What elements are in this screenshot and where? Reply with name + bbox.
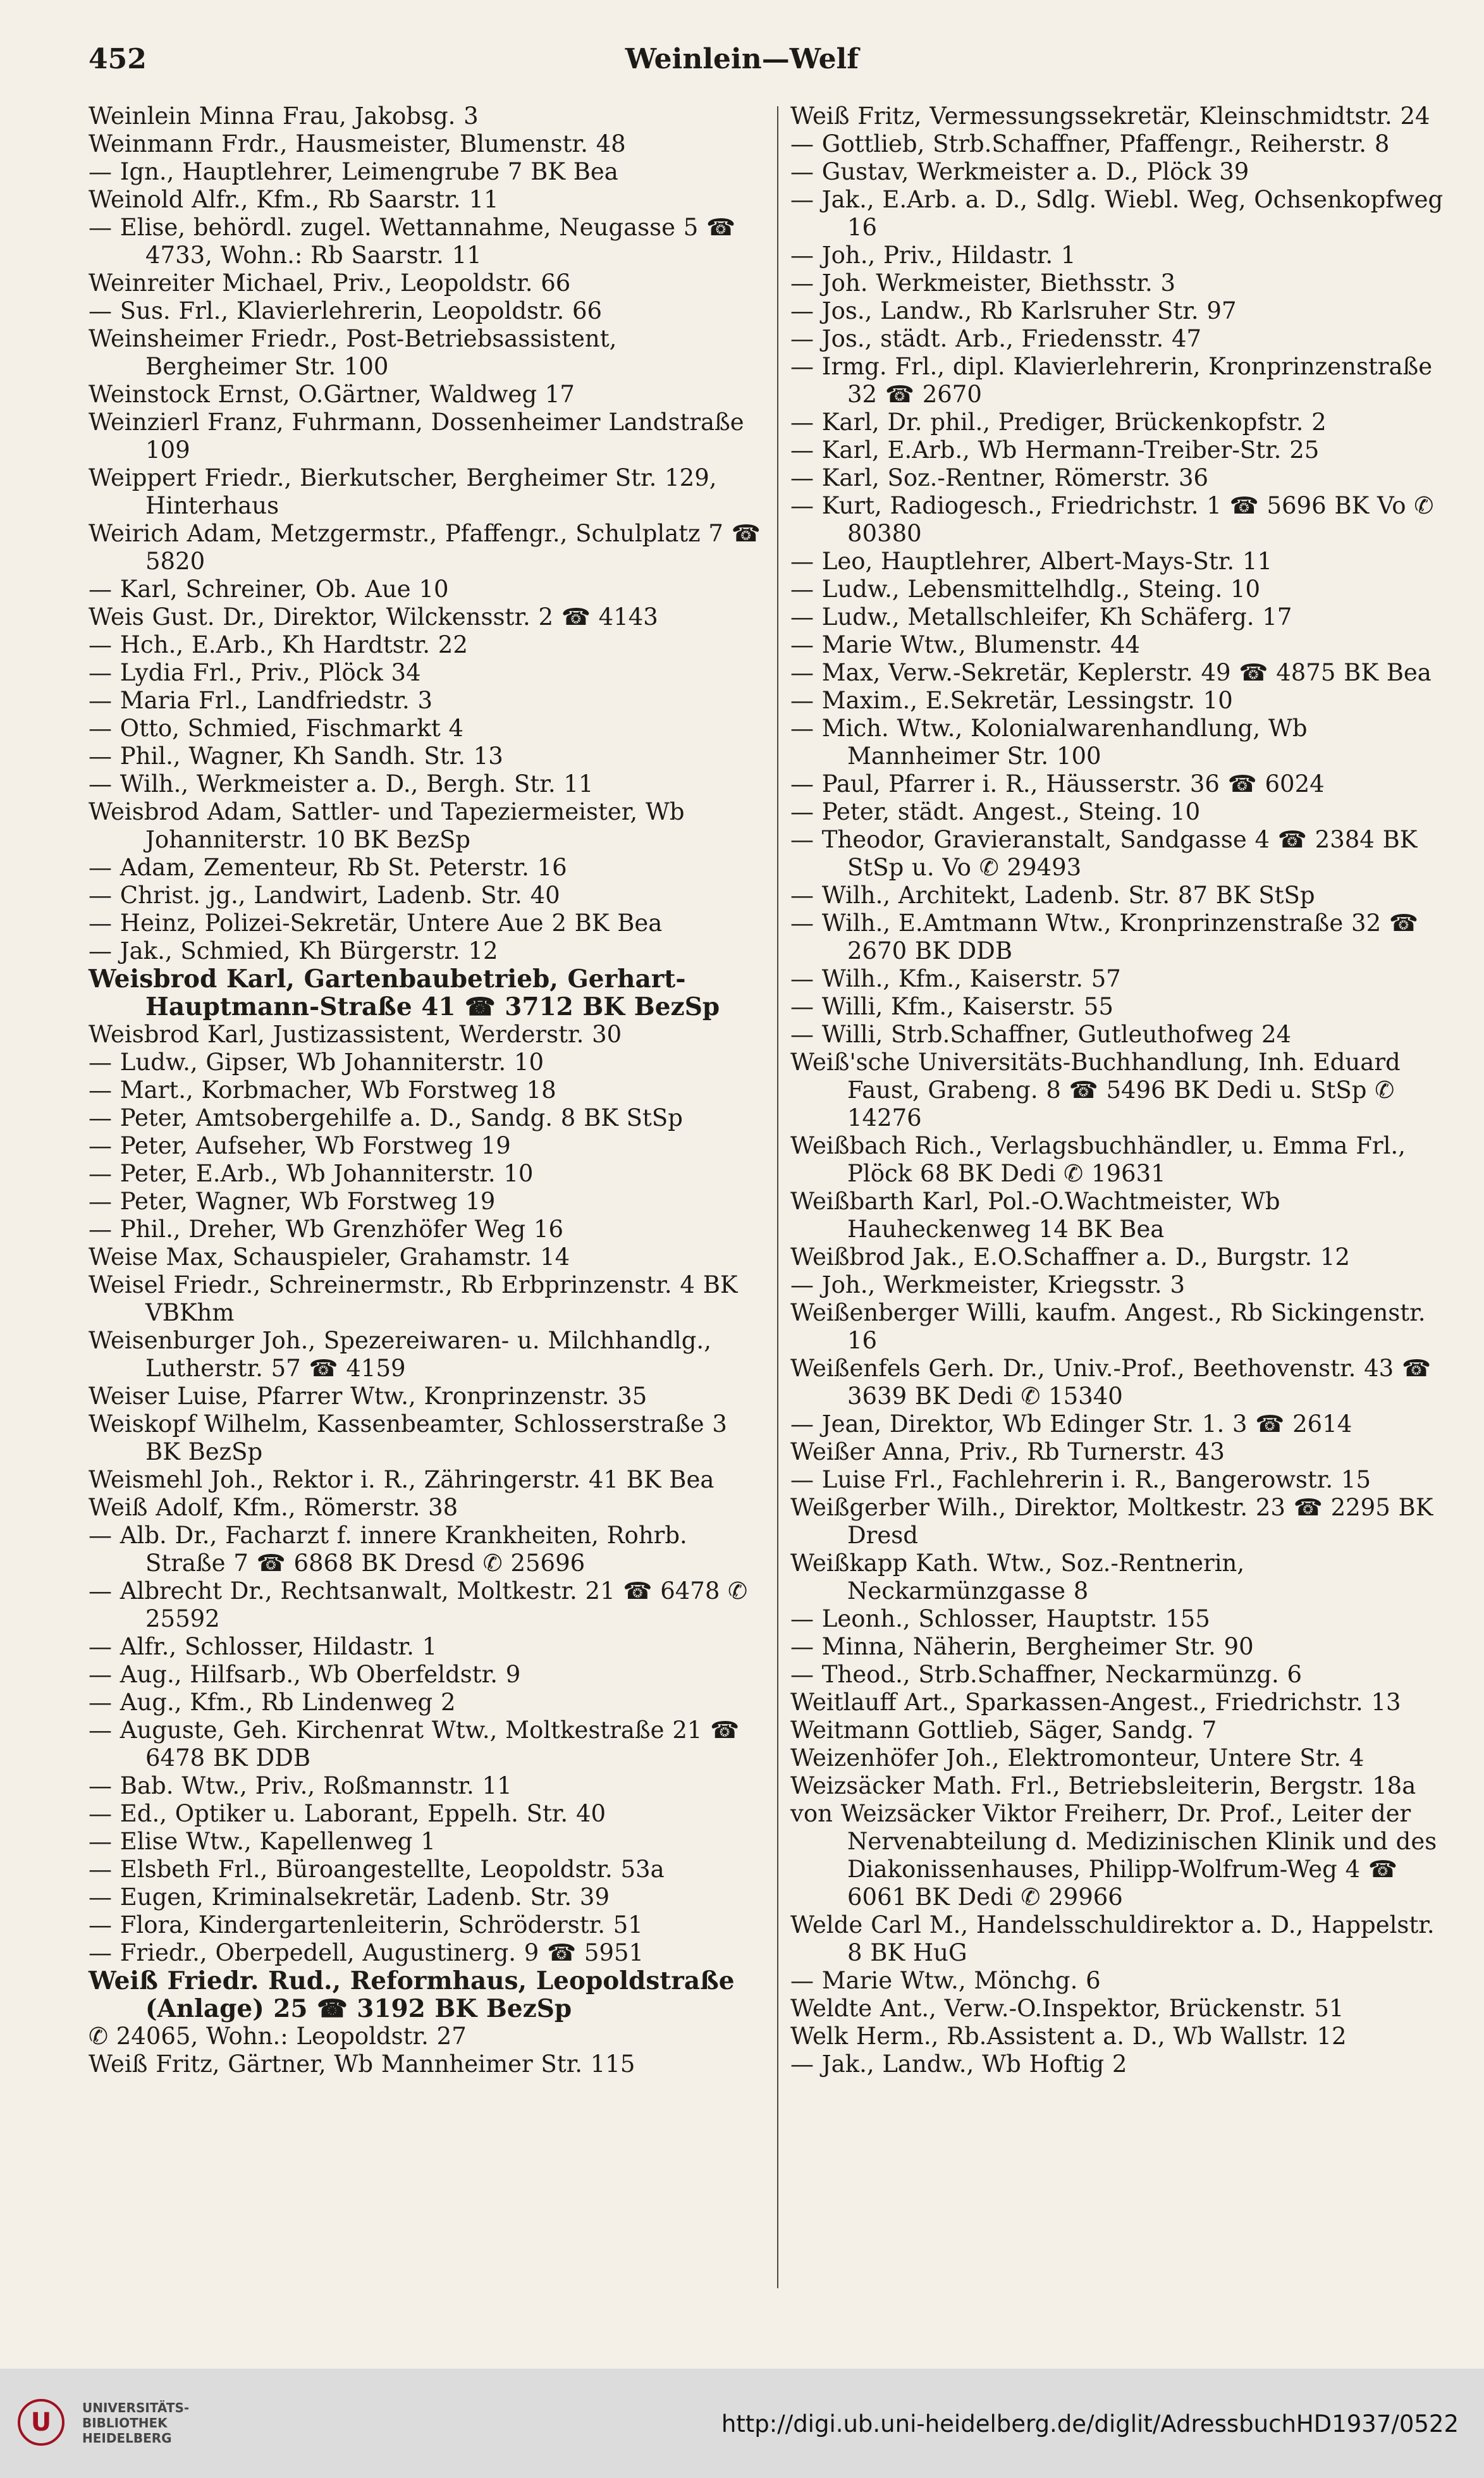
directory-entry: Weisbrod Karl, Justizassistent, Werderstr. 30 [89, 1021, 622, 1048]
directory-entry: — Gottlieb, Strb.Schaffner, Pfaffengr., Reiherstr. 8 [790, 130, 1390, 157]
directory-entry: Weißbrod Jak., E.O.Schaffner a. D., Burgstr. 12 [790, 1243, 1350, 1271]
running-head: Weinlein—Welf [625, 43, 859, 75]
directory-entry: — Marie Wtw., Mönchg. 6 [790, 1967, 1101, 1994]
directory-entry: Weiß Fritz, Vermessungssekretär, Kleinschmidtstr. 24 [790, 102, 1430, 130]
directory-entry: — Hch., E.Arb., Kh Hardtstr. 22 [89, 631, 468, 658]
column-divider [777, 106, 778, 2288]
directory-entry: — Leonh., Schlosser, Hauptstr. 155 [790, 1605, 1210, 1632]
directory-entry: — Peter, Aufseher, Wb Forstweg 19 [89, 1132, 511, 1159]
directory-entry: — Elise, behördl. zugel. Wettannahme, Neugasse 5 ☎ 4733, Wohn.: Rb Saarstr. 11 [89, 214, 736, 269]
directory-entry: — Maria Frl., Landfriedstr. 3 [89, 687, 433, 714]
directory-entry: Weirich Adam, Metzgermstr., Pfaffengr., Schulplatz 7 ☎ 5820 [89, 520, 761, 575]
directory-entry: — Wilh., Kfm., Kaiserstr. 57 [790, 965, 1121, 992]
directory-entry: Weiß Friedr. Rud., Reformhaus, Leopoldstraße (Anlage) 25 ☎ 3192 BK BezSp [89, 1966, 735, 2023]
directory-entry: Weißkapp Kath. Wtw., Soz.-Rentnerin, Neckarmünzgasse 8 [790, 1550, 1245, 1605]
directory-entry: — Jos., Landw., Rb Karlsruher Str. 97 [790, 297, 1237, 324]
directory-entry: — Maxim., E.Sekretär, Lessingstr. 10 [790, 687, 1233, 714]
directory-entry: — Aug., Kfm., Rb Lindenweg 2 [89, 1689, 456, 1716]
directory-entry: Weiser Luise, Pfarrer Wtw., Kronprinzenstr. 35 [89, 1383, 647, 1410]
directory-entry: — Elise Wtw., Kapellenweg 1 [89, 1828, 436, 1855]
directory-entry: — Otto, Schmied, Fischmarkt 4 [89, 715, 464, 742]
directory-entry: — Peter, E.Arb., Wb Johanniterstr. 10 [89, 1160, 534, 1187]
directory-entry: — Alfr., Schlosser, Hildastr. 1 [89, 1633, 438, 1660]
directory-entry: Weisenburger Joh., Spezereiwaren- u. Milchhandlg., Lutherstr. 57 ☎ 4159 [89, 1327, 711, 1382]
directory-entry: Weinzierl Franz, Fuhrmann, Dossenheimer Landstraße 109 [89, 409, 744, 464]
directory-entry: — Karl, Soz.-Rentner, Römerstr. 36 [790, 464, 1209, 491]
directory-entry: — Flora, Kindergartenleiterin, Schröderstr. 51 [89, 1911, 643, 1939]
directory-entry: — Theodor, Gravieranstalt, Sandgasse 4 ☎ 2384 BK StSp u. Vo ✆ 29493 [790, 826, 1418, 881]
directory-entry: — Jak., Landw., Wb Hoftig 2 [790, 2050, 1127, 2078]
directory-entry: — Adam, Zementeur, Rb St. Peterstr. 16 [89, 854, 567, 881]
directory-entry: Weitlauff Art., Sparkassen-Angest., Friedrichstr. 13 [790, 1689, 1401, 1716]
directory-entry: Weiß'sche Universitäts-Buchhandlung, Inh. Eduard Faust, Grabeng. 8 ☎ 5496 BK Dedi u. StSp ✆ 14276 [790, 1049, 1401, 1131]
directory-entry: — Joh. Werkmeister, Biethsstr. 3 [790, 269, 1176, 297]
directory-entry: Welde Carl M., Handelsschuldirektor a. D., Happelstr. 8 BK HuG [790, 1911, 1435, 1966]
directory-entry: Weißenfels Gerh. Dr., Univ.-Prof., Beethovenstr. 43 ☎ 3639 BK Dedi ✆ 15340 [790, 1355, 1432, 1410]
directory-entry: Weisel Friedr., Schreinermstr., Rb Erbprinzenstr. 4 BK VBKhm [89, 1271, 738, 1326]
directory-entry: — Alb. Dr., Facharzt f. innere Krankheiten, Rohrb. Straße 7 ☎ 6868 BK Dresd ✆ 25696 [89, 1522, 687, 1577]
directory-entry: Welk Herm., Rb.Assistent a. D., Wb Wallstr. 12 [790, 2023, 1347, 2050]
right-column [790, 102, 1454, 2078]
directory-entry: — Jean, Direktor, Wb Edinger Str. 1. 3 ☎ 2614 [790, 1410, 1352, 1438]
directory-entry: — Minna, Näherin, Bergheimer Str. 90 [790, 1633, 1254, 1660]
directory-entry: — Aug., Hilfsarb., Wb Oberfeldstr. 9 [89, 1661, 521, 1688]
footer-bar [0, 2369, 1484, 2478]
directory-entry: — Kurt, Radiogesch., Friedrichstr. 1 ☎ 5696 BK Vo ✆ 80380 [790, 492, 1434, 547]
directory-entry: — Marie Wtw., Blumenstr. 44 [790, 631, 1141, 658]
directory-entry: — Willi, Strb.Schaffner, Gutleuthofweg 24 [790, 1021, 1292, 1048]
directory-entry: — Wilh., E.Amtmann Wtw., Kronprinzenstraße 32 ☎ 2670 BK DDB [790, 909, 1418, 965]
directory-entry: Weisbrod Karl, Gartenbaubetrieb, Gerhart-Hauptmann-Straße 41 ☎ 3712 BK BezSp [89, 965, 720, 1021]
directory-entry: — Christ. jg., Landwirt, Ladenb. Str. 40 [89, 882, 560, 909]
page-number: 452 [89, 43, 147, 75]
directory-entry: — Heinz, Polizei-Sekretär, Untere Aue 2 BK Bea [89, 909, 663, 937]
directory-entry: — Jos., städt. Arb., Friedensstr. 47 [790, 325, 1202, 352]
directory-entry: Weinstock Ernst, O.Gärtner, Waldweg 17 [89, 381, 575, 408]
directory-entry: — Karl, Dr. phil., Prediger, Brückenkopfstr. 2 [790, 409, 1327, 436]
directory-entry: — Wilh., Werkmeister a. D., Bergh. Str. 11 [89, 770, 594, 798]
directory-entry: — Peter, Wagner, Wb Forstweg 19 [89, 1188, 496, 1215]
directory-entry: — Ludw., Lebensmittelhdlg., Steing. 10 [790, 576, 1261, 603]
logo-line: BIBLIOTHEK [82, 2415, 168, 2431]
directory-entry: — Willi, Kfm., Kaiserstr. 55 [790, 993, 1113, 1020]
directory-entry: von Weizsäcker Viktor Freiherr, Dr. Prof., Leiter der Nervenabteilung d. Medizinischen Klinik und des Diakonissenhauses, Philipp-Wolfrum-Weg 4 ☎ 6061 BK Dedi ✆ 29966 [790, 1800, 1437, 1911]
directory-entry: Weippert Friedr., Bierkutscher, Bergheimer Str. 129, Hinterhaus [89, 464, 717, 519]
directory-entry: — Peter, Amtsobergehilfe a. D., Sandg. 8 BK StSp [89, 1104, 683, 1131]
directory-entry: — Phil., Wagner, Kh Sandh. Str. 13 [89, 743, 503, 770]
directory-entry: — Lydia Frl., Priv., Plöck 34 [89, 659, 421, 686]
left-column [89, 102, 764, 2078]
directory-entry: — Jak., Schmied, Kh Bürgerstr. 12 [89, 937, 498, 965]
directory-entry: — Ed., Optiker u. Laborant, Eppelh. Str. 40 [89, 1800, 606, 1827]
directory-entry: Weis Gust. Dr., Direktor, Wilckensstr. 2 ☎ 4143 [89, 603, 658, 631]
directory-entry: — Friedr., Oberpedell, Augustinerg. 9 ☎ 5951 [89, 1939, 644, 1966]
directory-entry: — Mart., Korbmacher, Wb Forstweg 18 [89, 1076, 556, 1104]
directory-entry: — Luise Frl., Fachlehrerin i. R., Bangerowstr. 15 [790, 1466, 1371, 1493]
directory-entry: Weiß Adolf, Kfm., Römerstr. 38 [89, 1494, 458, 1521]
directory-entry: Weiß Fritz, Gärtner, Wb Mannheimer Str. 115 [89, 2050, 635, 2078]
directory-entry: ✆ 24065, Wohn.: Leopoldstr. 27 [89, 2023, 467, 2050]
directory-entry: Weise Max, Schauspieler, Grahamstr. 14 [89, 1243, 570, 1271]
directory-entry: — Irmg. Frl., dipl. Klavierlehrerin, Kronprinzenstraße 32 ☎ 2670 [790, 353, 1433, 408]
directory-entry: Weißbarth Karl, Pol.-O.Wachtmeister, Wb Hauheckenweg 14 BK Bea [790, 1188, 1280, 1243]
directory-entry: — Eugen, Kriminalsekretär, Ladenb. Str. 39 [89, 1883, 610, 1911]
directory-entry: — Karl, E.Arb., Wb Hermann-Treiber-Str. 25 [790, 436, 1320, 464]
directory-entry: — Ludw., Metallschleifer, Kh Schäferg. 17 [790, 603, 1292, 631]
directory-entry: — Sus. Frl., Klavierlehrerin, Leopoldstr. 66 [89, 297, 603, 324]
directory-entry: — Peter, städt. Angest., Steing. 10 [790, 798, 1201, 825]
directory-entry: — Leo, Hauptlehrer, Albert-Mays-Str. 11 [790, 548, 1272, 575]
directory-entry: — Mich. Wtw., Kolonialwarenhandlung, Wb Mannheimer Str. 100 [790, 715, 1308, 770]
directory-entry: Weißgerber Wilh., Direktor, Moltkestr. 23 ☎ 2295 BK Dresd [790, 1494, 1433, 1549]
directory-entry: — Karl, Schreiner, Ob. Aue 10 [89, 576, 449, 603]
directory-entry: Weitmann Gottlieb, Säger, Sandg. 7 [790, 1717, 1217, 1744]
directory-entry: Weinreiter Michael, Priv., Leopoldstr. 66 [89, 269, 571, 297]
directory-entry: — Phil., Dreher, Wb Grenzhöfer Weg 16 [89, 1216, 564, 1243]
directory-entry: Weinold Alfr., Kfm., Rb Saarstr. 11 [89, 186, 499, 213]
directory-entry: Weinmann Frdr., Hausmeister, Blumenstr. 48 [89, 130, 626, 157]
directory-entry: — Auguste, Geh. Kirchenrat Wtw., Moltkestraße 21 ☎ 6478 BK DDB [89, 1717, 740, 1772]
directory-entry: Weinsheimer Friedr., Post-Betriebsassistent, Bergheimer Str. 100 [89, 325, 617, 380]
directory-entry: — Joh., Priv., Hildastr. 1 [790, 242, 1076, 269]
directory-entry: Weldte Ant., Verw.-O.Inspektor, Brückenstr. 51 [790, 1995, 1344, 2022]
directory-entry: — Gustav, Werkmeister a. D., Plöck 39 [790, 158, 1249, 185]
directory-entry: Weizenhöfer Joh., Elektromonteur, Untere Str. 4 [790, 1744, 1364, 1772]
directory-entry: — Wilh., Architekt, Ladenb. Str. 87 BK StSp [790, 882, 1315, 909]
directory-entry: — Bab. Wtw., Priv., Roßmannstr. 11 [89, 1772, 512, 1799]
directory-entry: — Elsbeth Frl., Büroangestellte, Leopoldstr. 53a [89, 1856, 665, 1883]
directory-entry: — Theod., Strb.Schaffner, Neckarmünzg. 6 [790, 1661, 1303, 1688]
logo-line: UNIVERSITÄTS- [82, 2400, 190, 2415]
directory-entry: Weisbrod Adam, Sattler- und Tapeziermeister, Wb Johanniterstr. 10 BK BezSp [89, 798, 685, 853]
directory-entry: Weißer Anna, Priv., Rb Turnerstr. 43 [790, 1438, 1225, 1465]
directory-entry: Weizsäcker Math. Frl., Betriebsleiterin, Bergstr. 18a [790, 1772, 1416, 1799]
directory-entry: Weiskopf Wilhelm, Kassenbeamter, Schlosserstraße 3 BK BezSp [89, 1410, 727, 1465]
directory-entry: Weißenberger Willi, kaufm. Angest., Rb Sickingenstr. 16 [790, 1299, 1426, 1354]
directory-entry: — Jak., E.Arb. a. D., Sdlg. Wiebl. Weg, Ochsenkopfweg 16 [790, 186, 1444, 241]
library-logo-icon: U [18, 2399, 64, 2446]
library-logo-text [82, 2400, 189, 2446]
directory-entry: — Joh., Werkmeister, Kriegsstr. 3 [790, 1271, 1185, 1298]
directory-entry: Weismehl Joh., Rektor i. R., Zähringerstr. 41 BK Bea [89, 1466, 714, 1493]
directory-entry: — Paul, Pfarrer i. R., Häusserstr. 36 ☎ 6024 [790, 770, 1325, 798]
logo-line: HEIDELBERG [82, 2431, 172, 2446]
source-url-link[interactable]: http://digi.ub.uni-heidelberg.de/diglit/AdressbuchHD1937/0522 [721, 2410, 1459, 2438]
directory-entry: Weißbach Rich., Verlagsbuchhändler, u. Emma Frl., Plöck 68 BK Dedi ✆ 19631 [790, 1132, 1406, 1187]
directory-entry: — Ign., Hauptlehrer, Leimengrube 7 BK Bea [89, 158, 618, 185]
directory-entry: — Max, Verw.-Sekretär, Keplerstr. 49 ☎ 4875 BK Bea [790, 659, 1432, 686]
directory-entry: Weinlein Minna Frau, Jakobsg. 3 [89, 102, 479, 130]
directory-entry: — Albrecht Dr., Rechtsanwalt, Moltkestr. 21 ☎ 6478 ✆ 25592 [89, 1577, 748, 1632]
directory-entry: — Ludw., Gipser, Wb Johanniterstr. 10 [89, 1049, 544, 1076]
